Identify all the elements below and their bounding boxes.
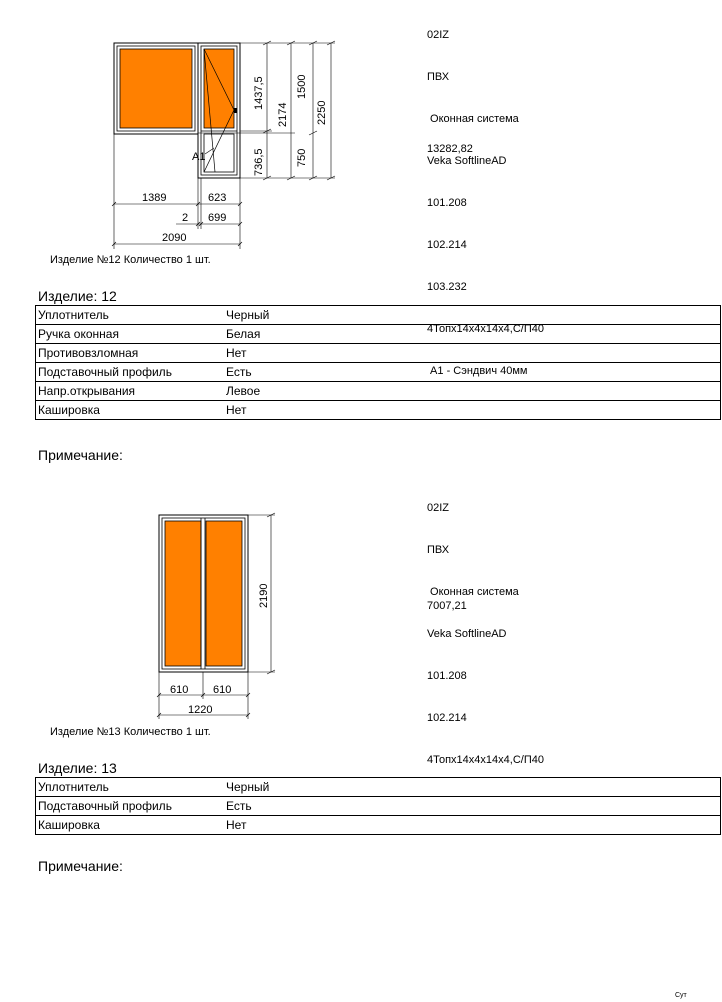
glass-pane: [120, 49, 192, 128]
dim-h5: 750: [296, 148, 308, 167]
item13-caption: Изделие №13 Количество 1 шт.: [50, 726, 211, 738]
item12-drawing: [0, 0, 360, 260]
spec-line: 02IZ: [427, 502, 450, 514]
table-row: [36, 363, 721, 382]
table-row: [36, 778, 721, 797]
spec-line: ПВХ: [427, 71, 450, 83]
param-key: Уплотнитель: [36, 306, 225, 325]
dim-w1: 610: [170, 684, 189, 696]
param-value: Белая: [224, 325, 721, 344]
param-value: Черный: [224, 306, 721, 325]
param-key: Уплотнитель: [36, 778, 225, 797]
item13-spec: [427, 473, 544, 781]
item12-note: Примечание:: [38, 447, 123, 463]
param-value: Есть: [224, 797, 721, 816]
item13-heading: Изделие: 13: [38, 760, 117, 776]
spec-line: Оконная система: [427, 113, 519, 125]
param-value: Нет: [224, 344, 721, 363]
dim-w5: 2090: [162, 232, 187, 244]
handle-icon: [234, 108, 237, 113]
param-value: Нет: [224, 401, 721, 420]
glass-pane-right: [206, 521, 242, 666]
table-row: [36, 344, 721, 363]
door-glass-pane: [204, 49, 234, 128]
dim-h1: 1437,5: [253, 76, 265, 110]
spec-line: 02IZ: [427, 29, 450, 41]
dim-w4: 699: [208, 212, 227, 224]
spec-line: Оконная система: [427, 586, 519, 598]
spec-line: 102.214: [427, 239, 467, 251]
dim-h2: 736,5: [253, 148, 265, 176]
table-row: [36, 325, 721, 344]
dim-w2: 610: [213, 684, 232, 696]
dim-w3: 1220: [188, 704, 213, 716]
spec-line: 101.208: [427, 670, 467, 682]
param-key: Противовзломная: [36, 344, 225, 363]
dim-h4: 1500: [296, 74, 308, 99]
item13-note: Примечание:: [38, 858, 123, 874]
item13-params-table: [35, 777, 721, 835]
table-row: [36, 382, 721, 401]
spec-line: Veka SoftlineAD: [427, 155, 507, 167]
param-key: Ручка оконная: [36, 325, 225, 344]
dim-h3: 2174: [277, 102, 289, 127]
spec-line: 4Топх14х4х14х4,С/П40: [427, 323, 544, 335]
table-row: [36, 306, 721, 325]
page-footer: Сут: [675, 992, 687, 999]
param-key: Подставочный профиль: [36, 363, 225, 382]
param-value: Есть: [224, 363, 721, 382]
param-value: Черный: [224, 778, 721, 797]
spec-line: 4Топх14х4х14х4,С/П40: [427, 754, 544, 766]
spec-line: 102.214: [427, 712, 467, 724]
item13-drawing: [0, 500, 360, 730]
door-sandwich-panel: [204, 134, 234, 172]
item13-price: 7007,21: [427, 600, 467, 612]
param-value: Нет: [224, 816, 721, 835]
panel-label: A1: [192, 151, 206, 163]
spec-line: Veka SoftlineAD: [427, 628, 507, 640]
param-value: Левое: [224, 382, 721, 401]
dim-h1: 2190: [258, 583, 270, 608]
dim-w2: 623: [208, 192, 227, 204]
table-row: [36, 816, 721, 835]
spec-line: А1 - Сэндвич 40мм: [427, 365, 528, 377]
item12-params-table: [35, 305, 721, 420]
param-key: Кашировка: [36, 401, 225, 420]
item12-price: 13282,82: [427, 143, 473, 155]
param-key: Подставочный профиль: [36, 797, 225, 816]
param-key: Напр.открывания: [36, 382, 225, 401]
spec-line: 103.232: [427, 281, 467, 293]
dim-w1: 1389: [142, 192, 167, 204]
dim-w3: 2: [182, 212, 189, 224]
glass-pane-left: [165, 521, 201, 666]
table-row: [36, 797, 721, 816]
item12-caption: Изделие №12 Количество 1 шт.: [50, 254, 211, 266]
spec-line: 101.208: [427, 197, 467, 209]
spec-line: ПВХ: [427, 544, 450, 556]
param-key: Кашировка: [36, 816, 225, 835]
item12-heading: Изделие: 12: [38, 288, 117, 304]
dim-h6: 2250: [316, 100, 328, 125]
table-row: [36, 401, 721, 420]
